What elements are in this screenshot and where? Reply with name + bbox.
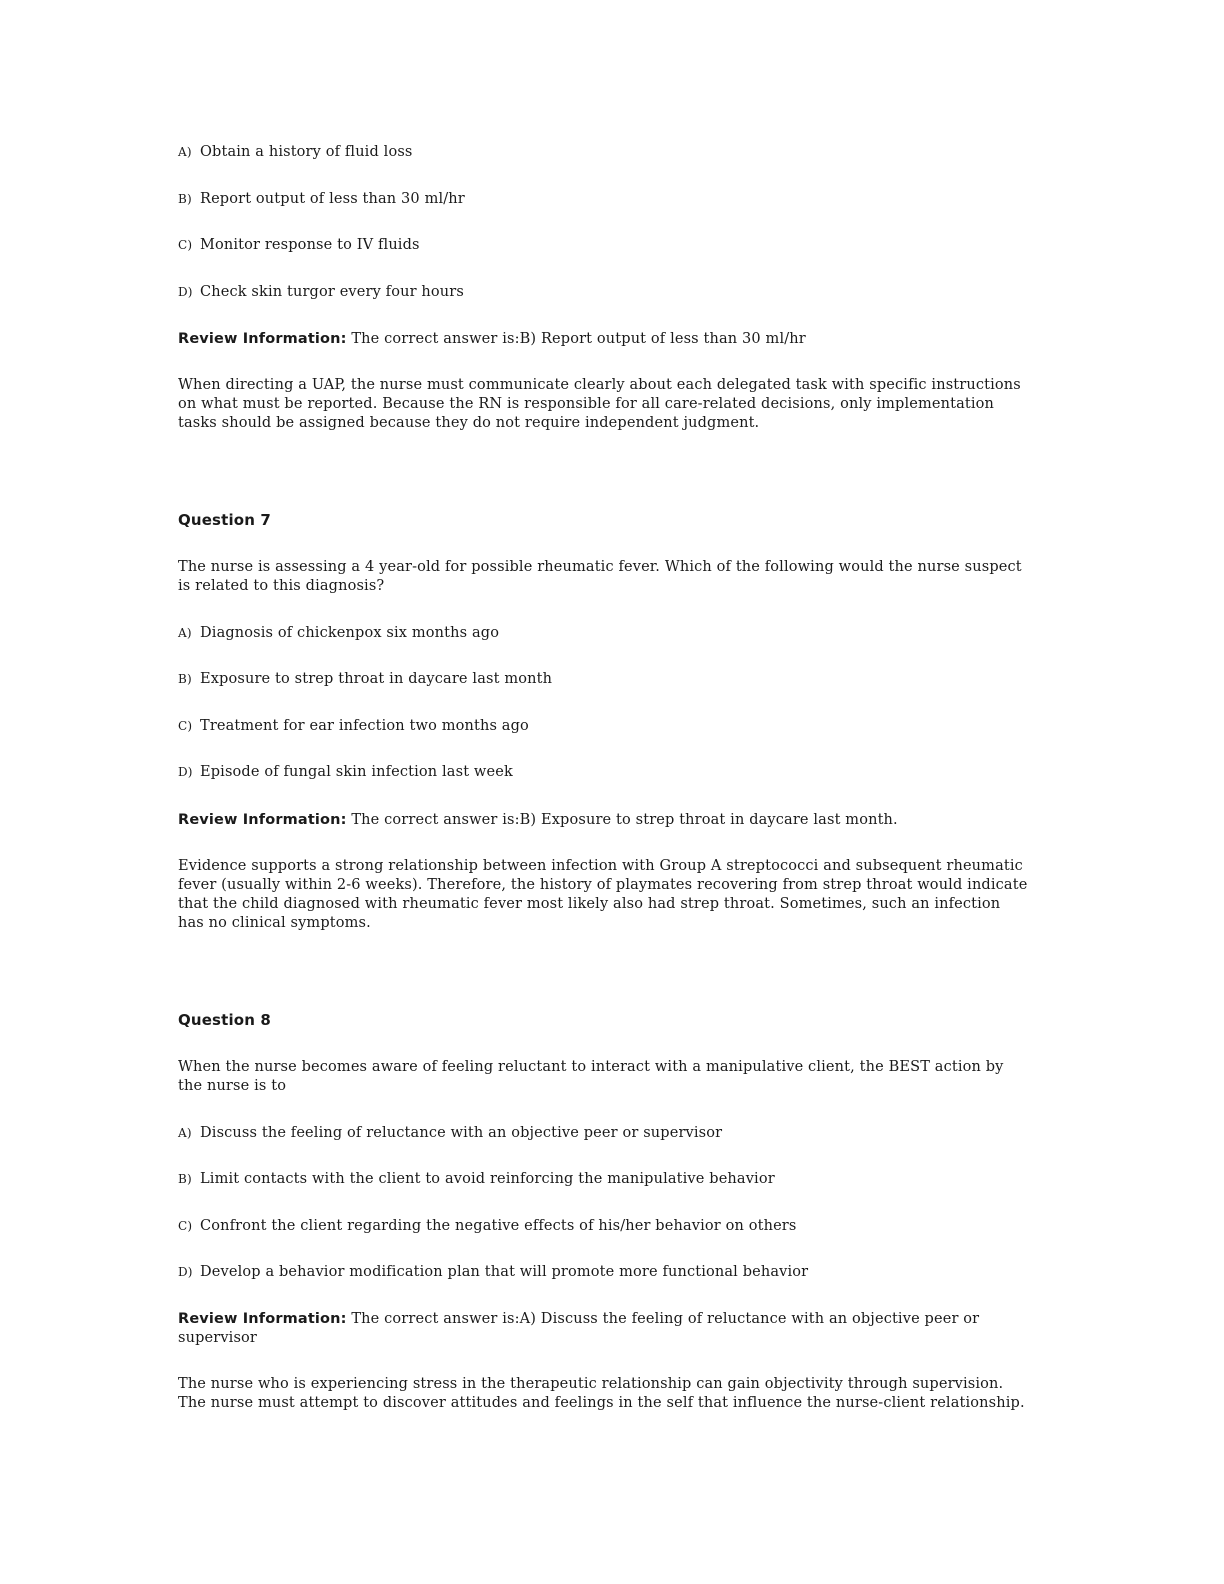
option-letter: D) [178,285,193,299]
option-letter: C) [178,719,193,733]
q8-review-information [178,1310,1028,1348]
option-text: Develop a behavior modification plan that will promote more functional behavior [200,1264,809,1280]
option-letter: D) [178,1265,193,1279]
q8-explanation: The nurse who is experiencing stress in the therapeutic relationship can gain objectivity through supervision. The nurse must attempt to discover attitudes and feelings in the self that influence the nurse-client relationship. [178,1376,1025,1411]
option-letter: D) [178,765,193,779]
q6-explanation: When directing a UAP, the nurse must communicate clearly about each delegated task with specific instructions on what must be reported. Because the RN is responsible for all care-related decisions, only implementation tasks should be assigned because they do not require independent judgment. [178,377,1021,431]
option-letter: A) [178,145,192,159]
option-text: Discuss the feeling of reluctance with an objective peer or supervisor [200,1125,723,1141]
q8-heading: Question 8 [178,1011,271,1029]
q7-option-d [178,763,1028,782]
q8-option-a [178,1124,1028,1143]
q6-option-d [178,283,1028,302]
review-label: Review Information: [178,812,347,828]
option-letter: C) [178,238,193,252]
q7-option-a [178,624,1028,643]
option-letter: A) [178,626,192,640]
q8-option-d [178,1263,1028,1282]
option-letter: B) [178,1172,192,1186]
q8-option-b [178,1170,1028,1189]
option-text: Monitor response to IV fluids [200,237,420,253]
q7-explanation: Evidence supports a strong relationship between infection with Group A streptococci and subsequent rheumatic fever (usually within 2-6 weeks). Therefore, the history of playmates recovering from strep throat would indicate that the child diagnosed with rheumatic fever most likely also had strep throat. Sometimes, such an infection has no clinical symptoms. [178,858,1028,931]
review-answer: The correct answer is:B) Report output of less than 30 ml/hr [351,331,806,347]
review-label: Review Information: [178,1311,347,1327]
option-text: Diagnosis of chickenpox six months ago [200,625,500,641]
option-letter: B) [178,192,192,206]
q8-stem: When the nurse becomes aware of feeling reluctant to interact with a manipulative client, the BEST action by the nurse is to [178,1059,1004,1094]
q8-option-c [178,1217,1028,1236]
q7-option-c [178,717,1028,736]
option-text: Report output of less than 30 ml/hr [200,191,465,207]
review-answer: The correct answer is:A) Discuss the feeling of reluctance with an objective peer or supervisor [178,1311,980,1346]
option-text: Limit contacts with the client to avoid reinforcing the manipulative behavior [200,1171,775,1187]
option-text: Treatment for ear infection two months ago [200,718,529,734]
q7-stem: The nurse is assessing a 4 year-old for possible rheumatic fever. Which of the following would the nurse suspect is related to this diagnosis? [178,559,1022,594]
q6-option-b [178,190,1028,209]
q7-option-b [178,670,1028,689]
option-text: Confront the client regarding the negative effects of his/her behavior on others [200,1218,797,1234]
q7-review-information [178,811,1028,830]
q6-option-a [178,143,1028,162]
review-answer: The correct answer is:B) Exposure to strep throat in daycare last month. [351,812,898,828]
option-letter: C) [178,1219,193,1233]
option-letter: B) [178,672,192,686]
option-text: Episode of fungal skin infection last week [200,764,513,780]
q6-review-information [178,330,1028,349]
option-text: Obtain a history of fluid loss [200,144,413,160]
option-letter: A) [178,1126,192,1140]
q6-option-c [178,236,1028,255]
option-text: Exposure to strep throat in daycare last month [200,671,553,687]
option-text: Check skin turgor every four hours [200,284,464,300]
review-label: Review Information: [178,331,347,347]
q7-heading: Question 7 [178,511,271,529]
